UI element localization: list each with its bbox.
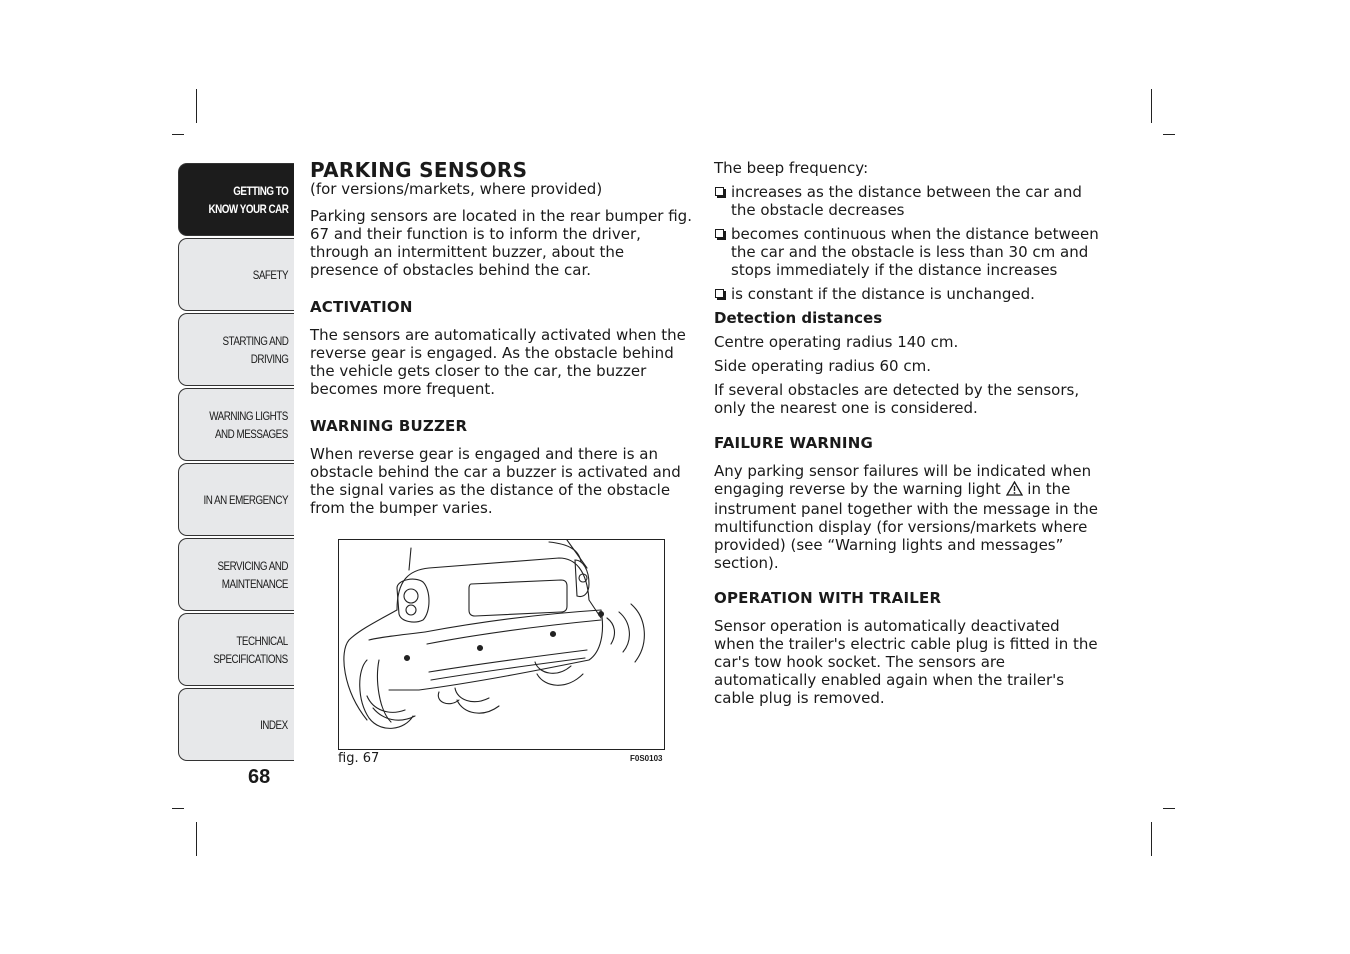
trailer-paragraph: Sensor operation is automatically deactivated when the trailer's electric cable plug is fitted in the car's tow hook socket. The sensors are automatically enabled again when the trailer's cable plug is removed.: [714, 617, 1098, 707]
crop-mark: [1151, 822, 1152, 856]
crop-mark: [196, 89, 197, 123]
crop-mark: [1163, 808, 1175, 809]
page-number: 68: [248, 766, 271, 788]
crop-mark: [1163, 134, 1175, 135]
figure-code: F0S0103: [630, 754, 663, 763]
several-obstacles-text: If several obstacles are detected by the sensors, only the nearest one is considered.: [714, 381, 1080, 417]
tab-label: STARTING AND DRIVING: [222, 333, 288, 366]
tab-warning-lights-and-messages[interactable]: [178, 388, 294, 461]
tab-label: GETTING TO KNOW YOUR CAR: [208, 183, 288, 216]
failure-text-after: in the instrument panel together with the message in the multifunction display (for versions/markets where provided) (see “Warning lights and messages” section).: [714, 480, 1099, 572]
crop-mark: [1151, 89, 1152, 123]
warning-triangle-icon: [1006, 481, 1023, 500]
tab-safety[interactable]: [178, 238, 294, 311]
failure-text-before: Any parking sensor failures will be indicated when engaging reverse by the warning light: [714, 462, 1092, 498]
list-item: becomes continuous when the distance between the car and the obstacle is less than 30 cm and stops immediately if the distance increases: [714, 225, 1099, 279]
page-title: PARKING SENSORS: [310, 158, 528, 182]
activation-heading: ACTIVATION: [310, 298, 413, 316]
parking-sensors-illustration: [338, 539, 665, 750]
crop-mark: [196, 822, 197, 856]
tab-technical-specifications[interactable]: [178, 613, 294, 686]
tab-label: WARNING LIGHTS AND MESSAGES: [209, 408, 288, 441]
warning-buzzer-paragraph: When reverse gear is engaged and there is an obstacle behind the car a buzzer is activated and the signal varies as the distance of the obstacle from the bumper varies.: [310, 445, 681, 517]
warning-buzzer-heading: WARNING BUZZER: [310, 417, 468, 435]
list-item: is constant if the distance is unchanged.: [714, 285, 1099, 303]
trailer-heading: OPERATION WITH TRAILER: [714, 589, 942, 607]
crop-mark: [172, 808, 184, 809]
side-radius-text: Side operating radius 60 cm.: [714, 357, 931, 375]
crop-mark: [172, 134, 184, 135]
tab-servicing-and-maintenance[interactable]: [178, 538, 294, 611]
detection-distances-heading: Detection distances: [714, 309, 883, 327]
activation-paragraph: The sensors are automatically activated when the reverse gear is engaged. As the obstacle behind the vehicle gets closer to the car, the buzzer becomes more frequent.: [310, 326, 686, 398]
tab-starting-and-driving[interactable]: [178, 313, 294, 386]
beep-intro: The beep frequency:: [714, 159, 869, 177]
tab-index[interactable]: [178, 688, 294, 761]
car-rear-bumper-sensors-icon: [339, 540, 665, 750]
tab-label: IN AN EMERGENCY: [203, 492, 288, 507]
figure-caption: fig. 67: [338, 751, 380, 766]
tab-label: TECHNICAL SPECIFICATIONS: [213, 633, 288, 666]
title-subtitle: (for versions/markets, where provided): [310, 180, 603, 198]
beep-list: [714, 183, 1099, 303]
tab-label: INDEX: [260, 717, 288, 732]
left-column: [310, 158, 695, 517]
right-column: [714, 159, 1099, 707]
tab-label: SERVICING AND MAINTENANCE: [217, 558, 288, 591]
failure-warning-paragraph: [714, 462, 1099, 572]
failure-warning-heading: FAILURE WARNING: [714, 434, 873, 452]
tab-in-an-emergency[interactable]: [178, 463, 294, 536]
list-item: increases as the distance between the car and the obstacle decreases: [714, 183, 1099, 219]
intro-paragraph: Parking sensors are located in the rear bumper fig. 67 and their function is to inform the driver, through an intermittent buzzer, about the presence of obstacles behind the car.: [310, 207, 692, 279]
centre-radius-text: Centre operating radius 140 cm.: [714, 333, 959, 351]
tab-label: SAFETY: [252, 267, 288, 282]
tab-getting-to-know-your-car[interactable]: [178, 163, 294, 236]
